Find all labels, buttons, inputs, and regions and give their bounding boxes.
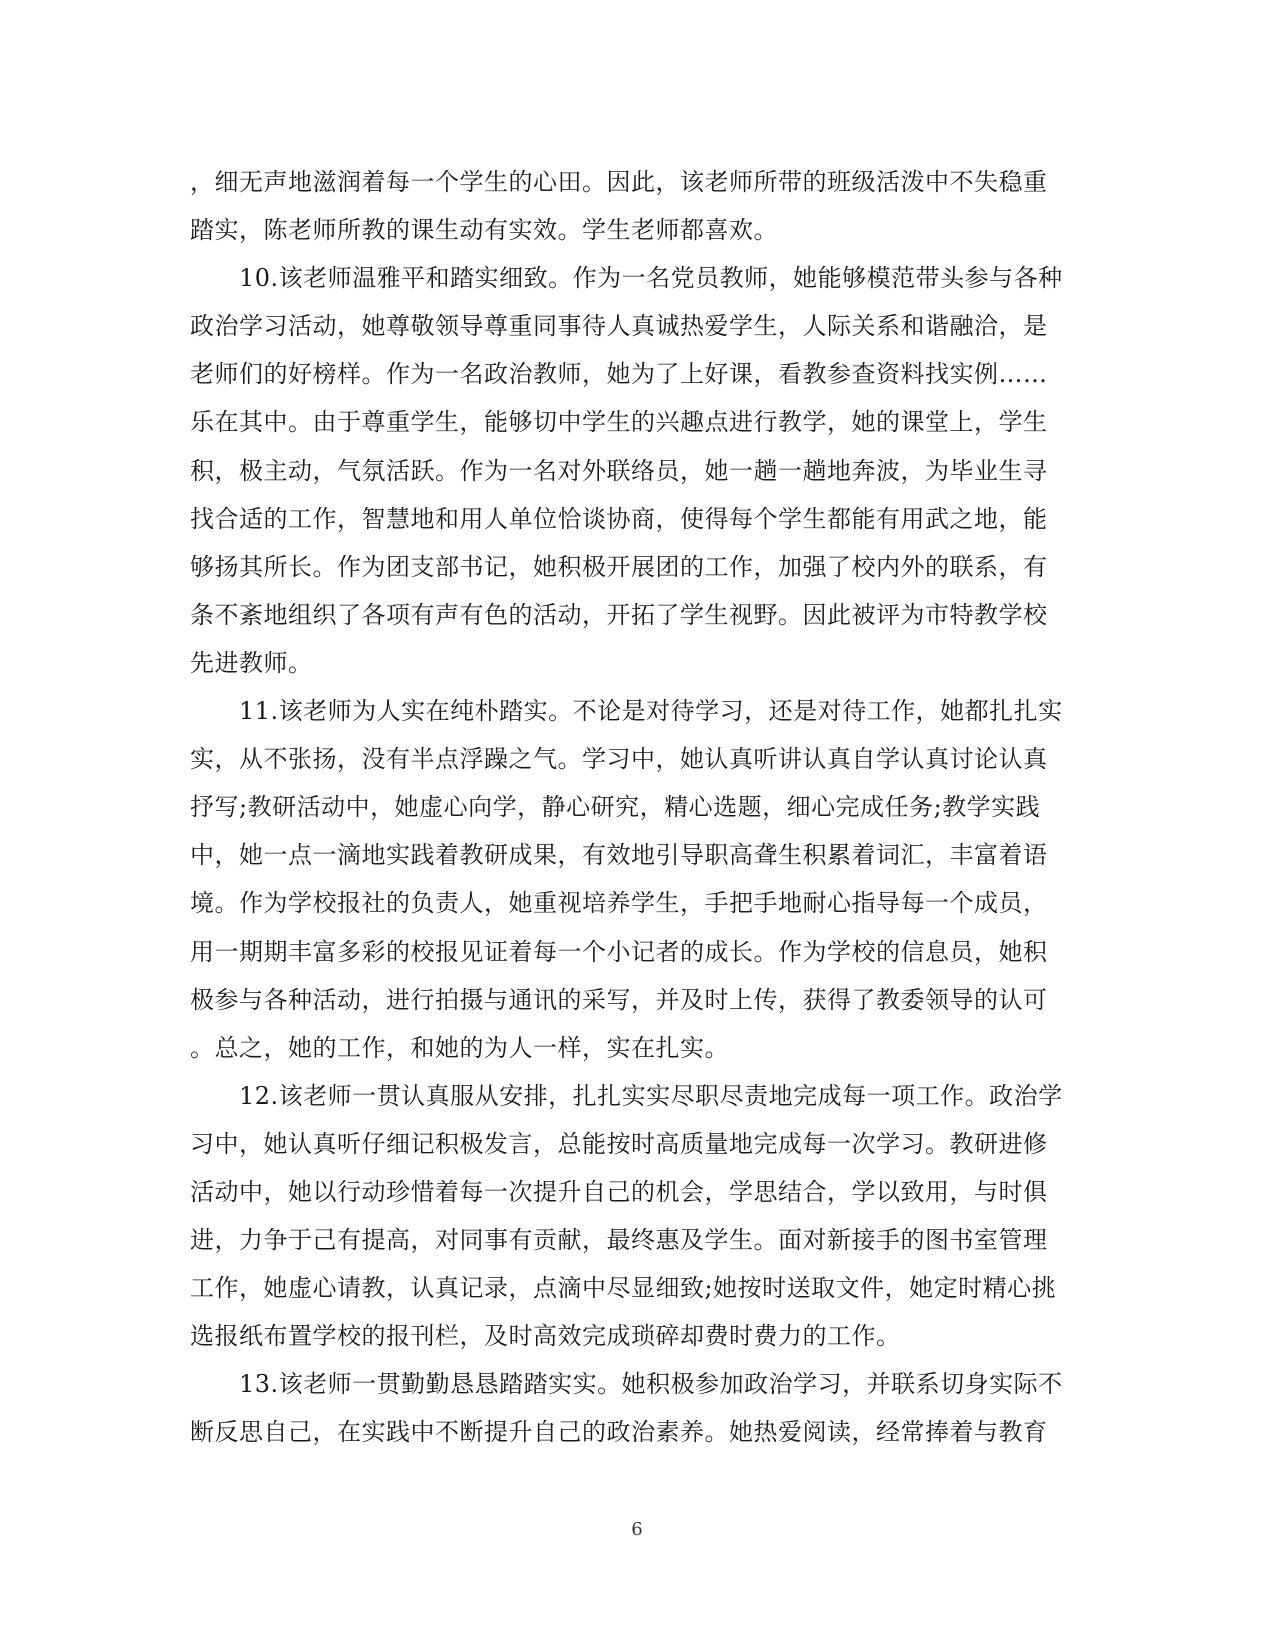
page-number: 6 [631,1519,643,1540]
text-line: 极参与各种活动，进行拍摄与通讯的采写，并及时上传，获得了教委领导的认可 [190,985,1048,1014]
text-line: 用一期期丰富多彩的校报见证着每一个小记者的成长。作为学校的信息员，她积 [190,937,1048,966]
text-line: 习中，她认真听仔细记积极发言，总能按时高质量地完成每一次学习。教研进修 [190,1129,1048,1158]
text-line: 进，力争于己有提高，对同事有贡献，最终惠及学生。面对新接手的图书室管理 [190,1226,1048,1255]
text-line: 境。作为学校报社的负责人，她重视培养学生，手把手地耐心指导每一个成员， [190,889,1048,918]
text-line: 积，极主动，气氛活跃。作为一名对外联络员，她一趟一趟地奔波，为毕业生寻 [190,456,1048,485]
text-line: 12.该老师一贯认真服从安排，扎扎实实尽职尽责地完成每一项工作。政治学 [190,1081,1063,1110]
text-line: 。总之，她的工作，和她的为人一样，实在扎实。 [190,1033,729,1062]
text-line: 老师们的好榜样。作为一名政治教师，她为了上好课，看教参查资料找实例…… [190,360,1048,389]
text-line: 11.该老师为人实在纯朴踏实。不论是对待学习，还是对待工作，她都扎扎实 [190,697,1063,726]
text-line: 先进教师。 [190,648,313,677]
text-line: 乐在其中。由于尊重学生，能够切中学生的兴趣点进行教学，她的课堂上，学生 [190,408,1048,437]
body-text [190,158,1063,1457]
text-line: 断反思自己，在实践中不断提升自己的政治素养。她热爱阅读，经常捧着与教育 [190,1418,1048,1447]
text-line: 选报纸布置学校的报刊栏，及时高效完成琐碎却费时费力的工作。 [190,1322,901,1351]
text-line: ，细无声地滋润着每一个学生的心田。因此，该老师所带的班级活泼中不失稳重 [190,168,1048,196]
text-line: 工作，她虚心请教，认真记录，点滴中尽显细致;她按时送取文件，她定时精心挑 [190,1274,1057,1303]
text-line: 抒写;教研活动中，她虚心向学，静心研究，精心选题，细心完成任务;教学实践 [190,793,1041,822]
text-line: 条不紊地组织了各项有声有色的活动，开拓了学生视野。因此被评为市特教学校 [190,600,1048,629]
text-line: 中，她一点一滴地实践着教研成果，有效地引导职高聋生积累着词汇，丰富着语 [190,841,1048,870]
text-line: 够扬其所长。作为团支部书记，她积极开展团的工作，加强了校内外的联系，有 [190,552,1048,581]
text-line: 实，从不张扬，没有半点浮躁之气。学习中，她认真听讲认真自学认真讨论认真 [190,745,1048,774]
text-line: 踏实，陈老师所教的课生动有实效。学生老师都喜欢。 [190,216,778,245]
text-line: 活动中，她以行动珍惜着每一次提升自己的机会，学思结合，学以致用，与时俱 [190,1177,1048,1206]
text-line: 13.该老师一贯勤勤恳恳踏踏实实。她积极参加政治学习，并联系切身实际不 [190,1370,1063,1399]
text-line: 10.该老师温雅平和踏实细致。作为一名党员教师，她能够模范带头参与各种 [190,264,1063,293]
text-line: 找合适的工作，智慧地和用人单位恰谈协商，使得每个学生都能有用武之地，能 [190,504,1048,533]
text-line: 政治学习活动，她尊敬领导尊重同事待人真诚热爱学生，人际关系和谐融洽，是 [190,312,1048,341]
